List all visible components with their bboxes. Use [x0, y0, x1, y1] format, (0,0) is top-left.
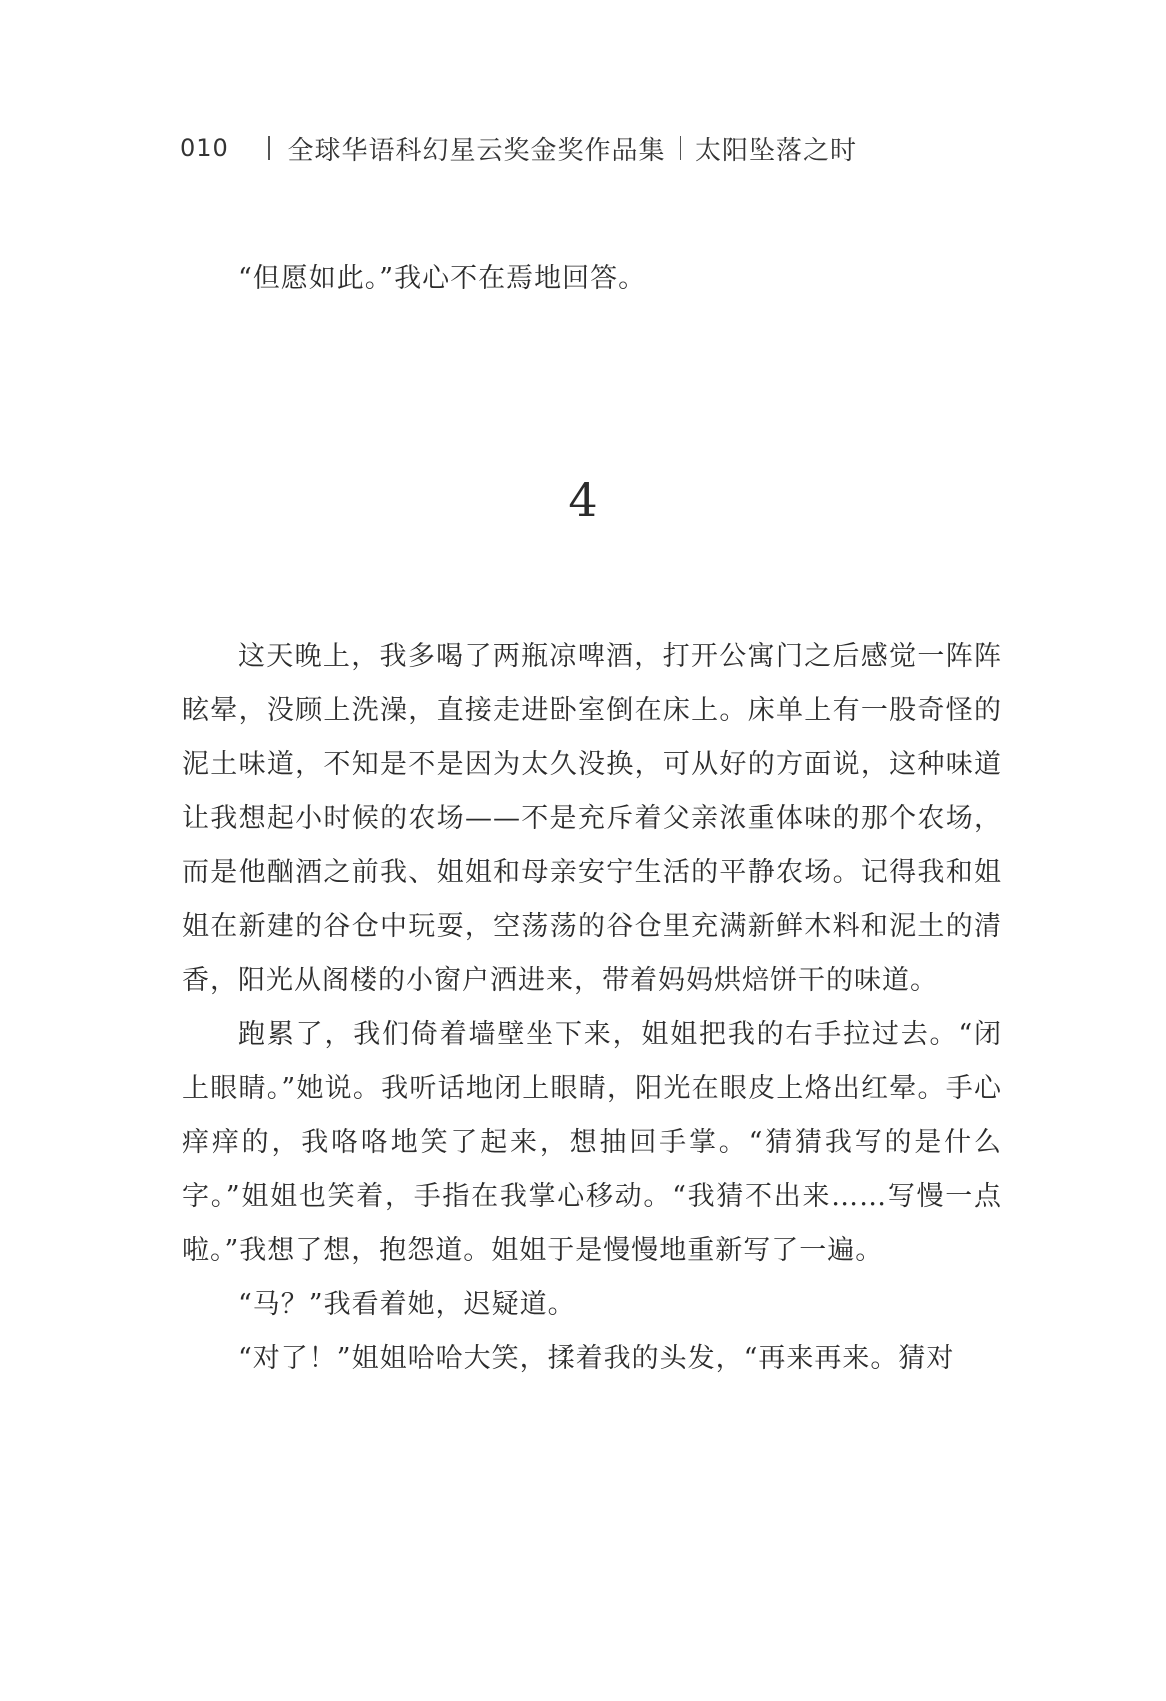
paragraph: 跑累了，我们倚着墙壁坐下来，姐姐把我的右手拉过去。“闭上眼睛。”她说。我听话地闭上眼睛，阳光在眼皮上烙出红晕。手心痒痒的，我咯咯地笑了起来，想抽回手掌。“猜猜我写的是什么字。”姐姐也笑着，手指在我掌心移动。“我猜不出来……写慢一点啦。”我想了想，抱怨道。姐姐于是慢慢地重新写了一遍。	[182, 1019, 1002, 1266]
header-divider	[268, 136, 270, 160]
opening-paragraph: “但愿如此。”我心不在焉地回答。	[238, 263, 647, 294]
page-number: 010	[180, 134, 229, 162]
paragraph: “对了！”姐姐哈哈大笑，揉着我的头发，“再来再来。猜对	[238, 1343, 955, 1374]
header-divider	[680, 136, 682, 160]
book-title: 全球华语科幻星云奖金奖作品集	[287, 135, 666, 166]
running-header	[180, 128, 857, 168]
section-number: 4	[568, 473, 598, 527]
paragraph: 这天晚上，我多喝了两瓶凉啤酒，打开公寓门之后感觉一阵阵眩晕，没顾上洗澡，直接走进卧室倒在床上。床单上有一股奇怪的泥土味道，不知是不是因为太久没换，可从好的方面说，这种味道让我想起小时候的农场——不是充斥着父亲浓重体味的那个农场，而是他酗酒之前我、姐姐和母亲安宁生活的平静农场。记得我和姐姐在新建的谷仓中玩耍，空荡荡的谷仓里充满新鲜木料和泥土的清香，阳光从阁楼的小窗户洒进来，带着妈妈烘焙饼干的味道。	[182, 641, 1002, 996]
story-title: 太阳坠落之时	[695, 135, 858, 166]
body-text	[182, 630, 1002, 1386]
paragraph: “马？”我看着她，迟疑道。	[238, 1289, 576, 1320]
